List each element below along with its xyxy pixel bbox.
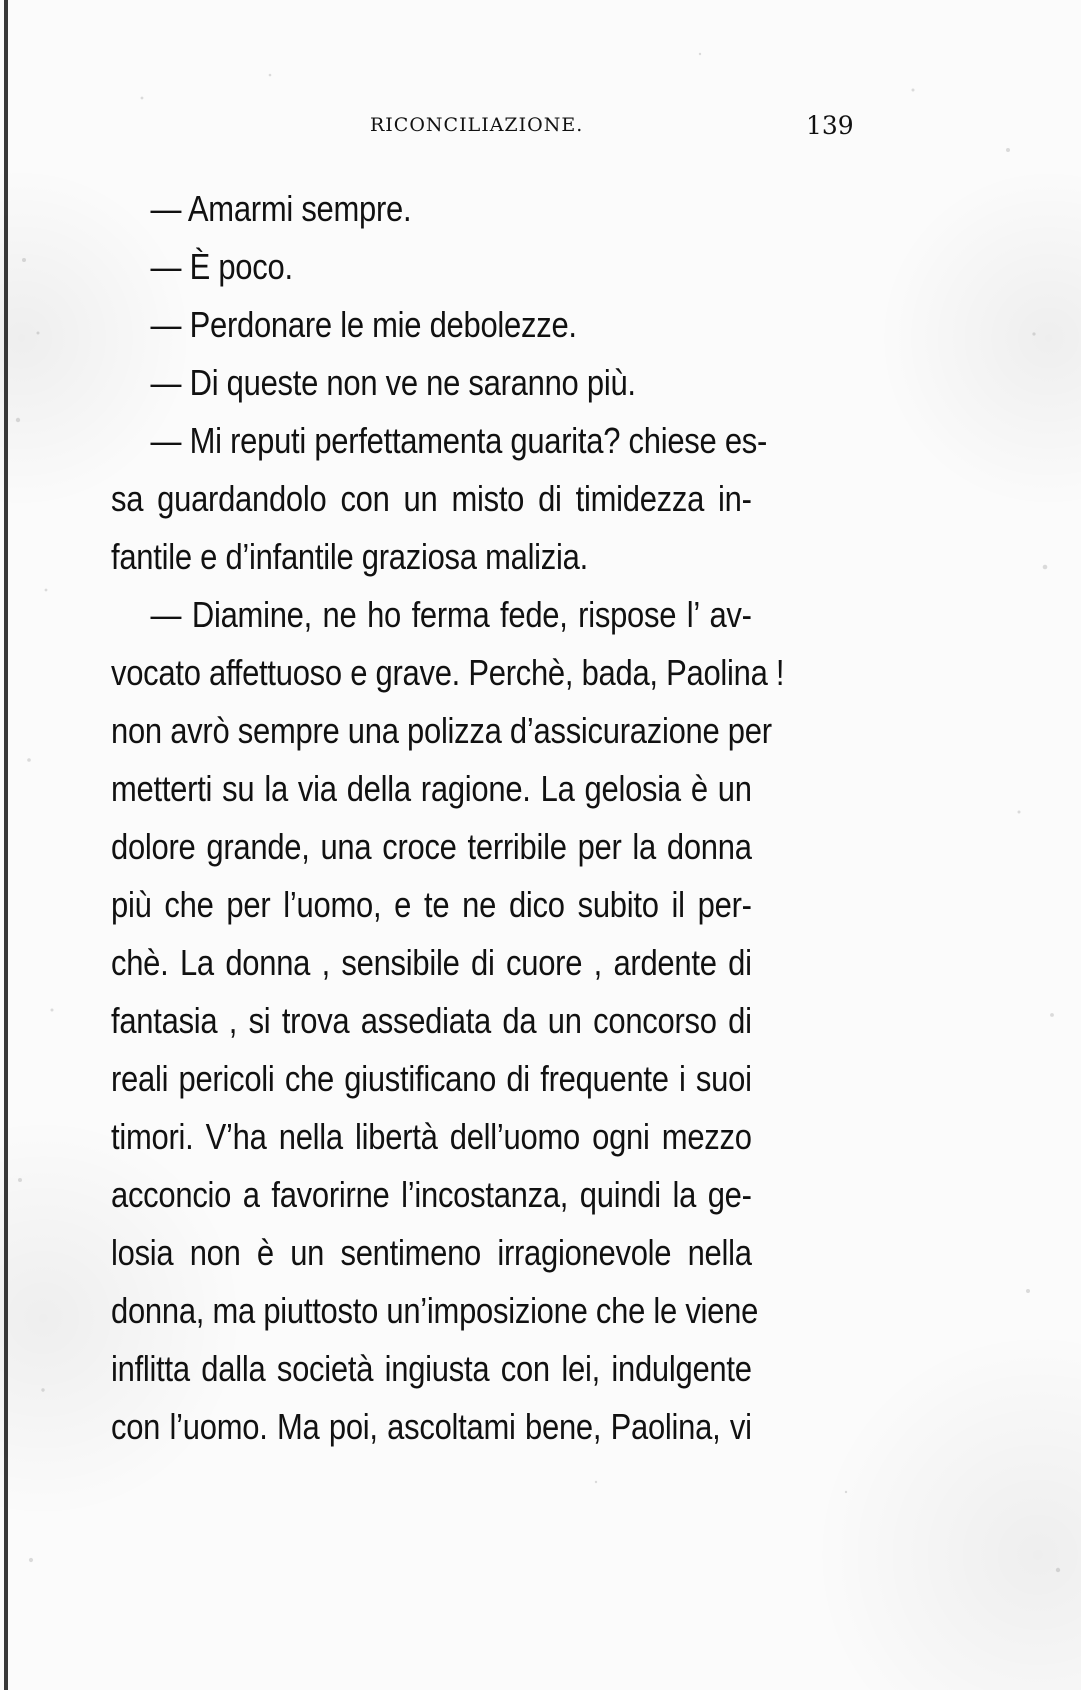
- text-line: — Diamine, ne ho ferma fede, rispose l’ av-: [150, 594, 752, 635]
- body-text: [111, 180, 856, 1456]
- text-line: — Perdonare le mie debolezze.: [150, 304, 577, 345]
- text-line: chè. La donna , sensibile di cuore , ardente di: [111, 942, 752, 983]
- text-line: dolore grande, una croce terribile per la donna: [111, 826, 752, 867]
- text-line: inflitta dalla società ingiusta con lei, indulgente: [111, 1348, 752, 1389]
- text-line: sa guardandolo con un misto di timidezza in-: [111, 478, 752, 519]
- text-line: con l’uomo. Ma poi, ascoltami bene, Paolina, vi: [111, 1406, 752, 1447]
- text-line: più che per l’uomo, e te ne dico subito il per-: [111, 884, 752, 925]
- text-line: fantile e d’infantile graziosa malizia.: [111, 536, 588, 577]
- page-number: 139: [806, 111, 854, 140]
- text-line: acconcio a favorirne l’incostanza, quindi la ge-: [111, 1174, 752, 1215]
- binding-shadow: [4, 0, 8, 1690]
- text-line: timori. V’ha nella libertà dell’uomo ogni mezzo: [111, 1116, 752, 1157]
- text-line: vocato affettuoso e grave. Perchè, bada, Paolina !: [111, 652, 785, 693]
- text-line: — Di queste non ve ne saranno più.: [150, 362, 636, 403]
- running-header-title: RICONCILIAZIONE.: [370, 114, 584, 136]
- text-line: non avrò sempre una polizza d’assicurazione per: [111, 710, 772, 751]
- running-header: [370, 111, 860, 146]
- text-line: donna, ma piuttosto un’imposizione che le viene: [111, 1290, 759, 1331]
- text-line: — Mi reputi perfettamenta guarita? chiese es-: [150, 420, 768, 461]
- text-line: metterti su la via della ragione. La gelosia è un: [111, 768, 752, 809]
- text-line: reali pericoli che giustificano di frequente i suoi: [111, 1058, 752, 1099]
- text-line: — Amarmi sempre.: [150, 188, 412, 229]
- text-line: fantasia , si trova assediata da un concorso di: [111, 1000, 752, 1041]
- text-line: losia non è un sentimeno irragionevole nella: [111, 1232, 752, 1273]
- text-line: — È poco.: [150, 246, 293, 287]
